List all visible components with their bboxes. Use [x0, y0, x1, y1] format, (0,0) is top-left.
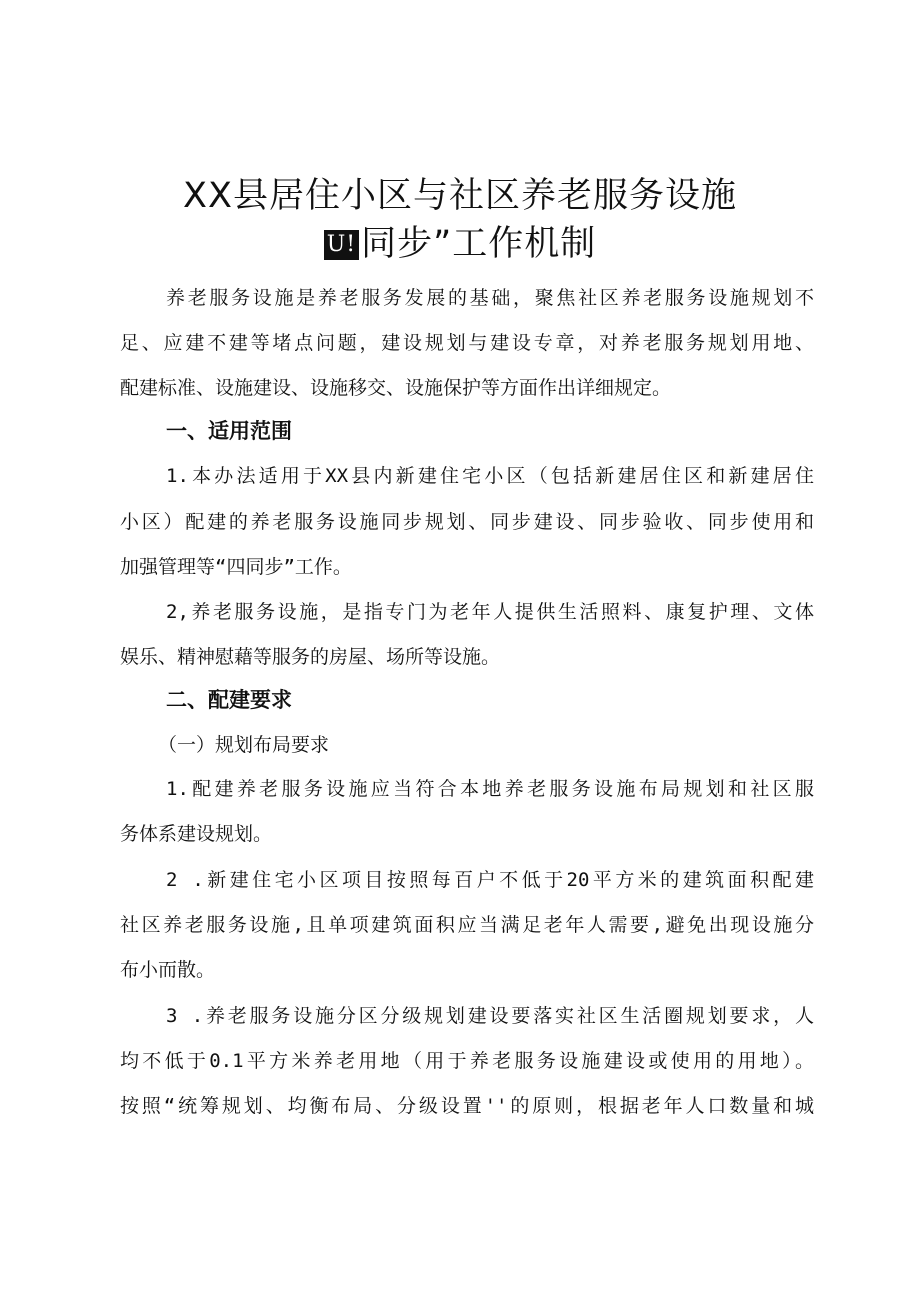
s1-item1-line-3: 加强管理等“四同步”工作。	[120, 556, 352, 578]
s2-item3-line-3: 按照“统筹规划、均衡布局、分级设置''的原则，根据老年人口数量和城	[120, 1095, 814, 1117]
s2-item2-line-3: 布小而散。	[120, 959, 216, 981]
intro-line-1: 养老服务设施是养老服务发展的基础，聚焦社区养老服务设施规划不	[166, 287, 814, 309]
s1-item1-line-1: 1.本办法适用于XX县内新建住宅小区（包括新建居住区和新建居住	[166, 465, 814, 487]
section-heading-scope: 一、适用范围	[166, 419, 292, 443]
title-garbled-mark: U!	[324, 230, 359, 260]
s1-item2-line-2: 娱乐、精神慰藉等服务的房屋、场所等设施。	[120, 646, 501, 668]
section-heading-requirements: 二、配建要求	[166, 688, 292, 712]
title-text-1: XX县居住小区与社区养老服务设施	[183, 176, 737, 216]
s2-item2-line-2: 社区养老服务设施,且单项建筑面积应当满足老年人需要,避免出现设施分	[120, 914, 814, 936]
s2-item1-line-2: 务体系建设规划。	[120, 823, 273, 845]
s2-item2-line-1: 2 .新建住宅小区项目按照每百户不低于20平方米的建筑面积配建	[166, 869, 814, 891]
s2-item3-line-1: 3 .养老服务设施分区分级规划建设要落实社区生活圈规划要求，人	[166, 1005, 814, 1027]
s1-item1-line-2: 小区）配建的养老服务设施同步规划、同步建设、同步验收、同步使用和	[120, 511, 814, 533]
s2-subheading: （一）规划布局要求	[158, 734, 330, 756]
intro-line-2: 足、应建不建等堵点问题，建设规划与建设专章，对养老服务规划用地、	[120, 332, 814, 354]
s2-item1-line-1: 1.配建养老服务设施应当符合本地养老服务设施布局规划和社区服	[166, 778, 814, 800]
s2-item3-line-2: 均不低于0.1平方米养老用地（用于养老服务设施建设或使用的用地）。	[120, 1050, 814, 1072]
intro-line-3: 配建标准、设施建设、设施移交、设施保护等方面作出详细规定。	[120, 377, 672, 399]
title-text-2: 同步”工作机制	[361, 224, 597, 264]
document-title-line-2	[0, 216, 920, 266]
document-title-line-1	[0, 168, 920, 218]
s1-item2-line-1: 2,养老服务设施，是指专门为老年人提供生活照料、康复护理、文体	[166, 601, 814, 623]
